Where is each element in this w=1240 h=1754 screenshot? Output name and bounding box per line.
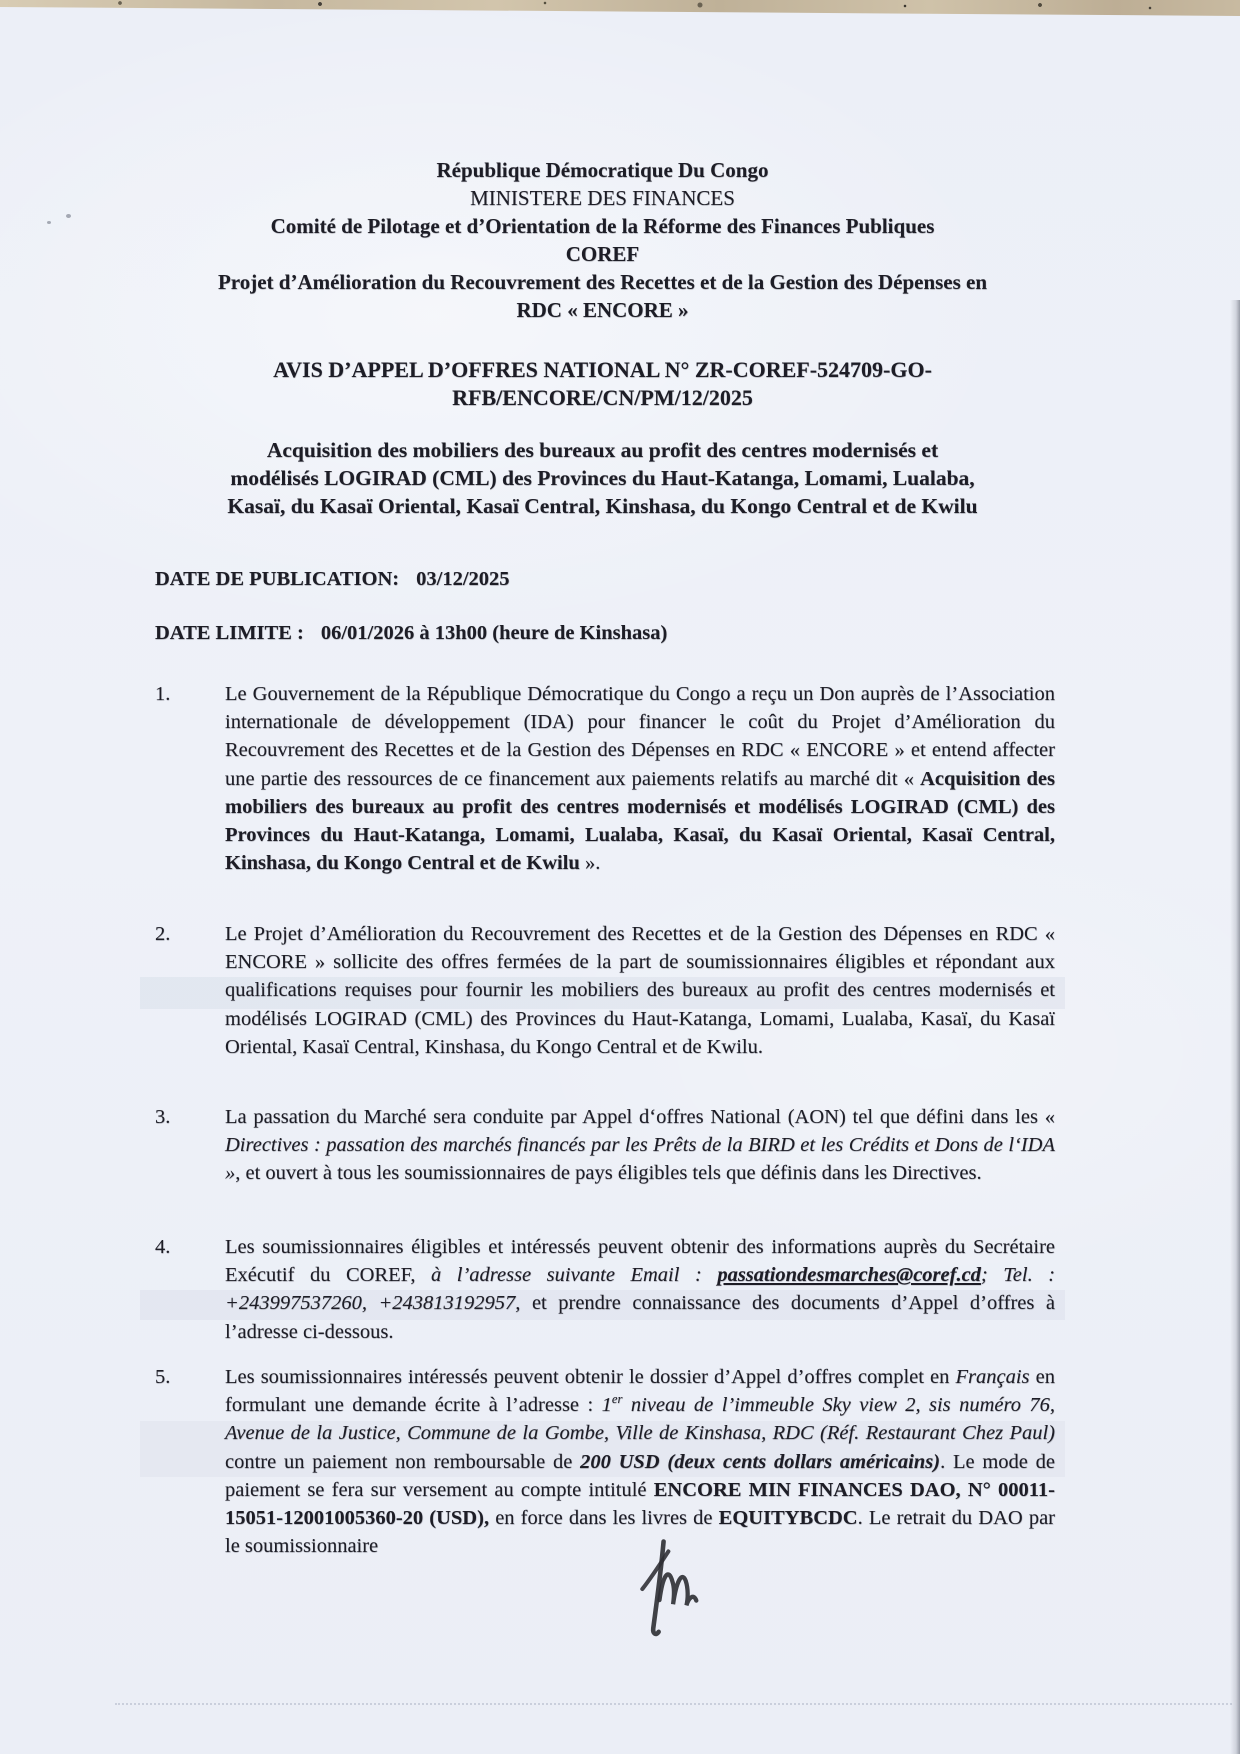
paragraph-number: 3.: [155, 1106, 171, 1128]
notice-title-line-2: RFB/ENCORE/CN/PM/12/2025: [452, 385, 753, 410]
numbered-paragraph: [150, 1233, 1055, 1346]
subject-title: [150, 436, 1055, 520]
paragraph-number: 5.: [155, 1366, 171, 1388]
scan-speck: [47, 221, 51, 224]
publication-date-value: 03/12/2025: [416, 568, 510, 590]
header-project-line-1: Projet d’Amélioration du Recouvrement des Recettes et de la Gestion des Dépenses en: [217, 270, 988, 294]
paragraph-number: 2.: [155, 923, 171, 945]
numbered-paragraph: [150, 1103, 1055, 1188]
handwritten-signature: [633, 1536, 712, 1643]
numbered-paragraph: [150, 1363, 1055, 1560]
subject-title-line-1: Acquisition des mobiliers des bureaux au profit des centres modernisés et: [266, 438, 939, 462]
scan-speck: [66, 214, 71, 218]
document-header: [150, 156, 1055, 324]
publication-date-label: DATE DE PUBLICATION:: [155, 568, 400, 590]
subject-title-line-2: modélisés LOGIRAD (CML) des Provinces du Haut-Katanga, Lomami, Lualaba,: [230, 466, 975, 490]
deadline-date-value: 06/01/2026 à 13h00 (heure de Kinshasa): [320, 622, 668, 644]
paper-right-edge-shadow: [1230, 300, 1240, 1754]
scan-dotted-line: [115, 1703, 1232, 1705]
paragraph-text: Les soumissionnaires intéressés peuvent obtenir le dossier d’Appel d’offres complet en Français en formulant une demande écrite à l’adresse : 1er niveau de l’immeuble Sky view 2, sis numéro 76, Avenue de la Justice, Commune de la Gombe, Ville de Kinshasa, RDC (Réf. Restaurant Chez Paul) contre un paiement non remboursable de 200 USD (deux cents dollars américains). Le mode de paiement se fera sur versement au compte intitulé ENCORE MIN FINANCES DAO, N° 00011-15051-12001005360-20 (USD), en force dans les livres de EQUITYBCDC. Le retrait du DAO par le soumissionnaire: [225, 1366, 1056, 1558]
paragraph-number: 4.: [155, 1236, 171, 1258]
subject-title-line-3: Kasaï, du Kasaï Oriental, Kasaï Central, Kinshasa, du Kongo Central et de Kwilu: [227, 494, 978, 518]
numbered-paragraph: [150, 920, 1055, 1061]
publication-date-line: [155, 568, 510, 591]
numbered-paragraph: [150, 680, 1055, 877]
notice-title: [150, 356, 1055, 412]
deadline-date-line: [155, 622, 667, 645]
header-country-line: République Démocratique Du Congo: [436, 158, 769, 182]
scanner-edge-strip: [0, 0, 1240, 17]
paragraph-text: La passation du Marché sera conduite par Appel d‘offres National (AON) tel que défini dans les « Directives : passation des marchés financés par les Prêts de la BIRD et les Crédits et Dons de l‘IDA », et ouvert à tous les soumissionnaires de pays éligibles tels que définis dans les Directives.: [225, 1106, 1055, 1185]
notice-title-line-1: AVIS D’APPEL D’OFFRES NATIONAL N° ZR-COREF-524709-GO-: [273, 357, 932, 382]
paragraph-number: 1.: [155, 683, 171, 705]
header-committee-line: Comité de Pilotage et d’Orientation de la Réforme des Finances Publiques: [270, 214, 935, 238]
paragraph-text: Le Projet d’Amélioration du Recouvrement des Recettes et de la Gestion des Dépenses en RDC « ENCORE » sollicite des offres fermées de la part de soumissionnaires éligibles et répondant aux qualifications requises pour fournir les mobiliers des bureaux au profit des centres modernisés et modélisés LOGIRAD (CML) des Provinces du Haut-Katanga, Lomami, Lualaba, Kasaï, du Kasaï Oriental, Kasaï Central, Kinshasa, du Kongo Central et de Kwilu.: [225, 923, 1055, 1058]
header-ministry-line: MINISTERE DES FINANCES: [470, 186, 735, 210]
header-project-line-2: RDC « ENCORE »: [516, 298, 689, 322]
paragraph-text: Les soumissionnaires éligibles et intéressés peuvent obtenir des informations auprès du Secrétaire Exécutif du COREF, à l’adresse suivante Email : passationdesmarches@coref.cd; Tel. : +243997537260, +243813192957, et prendre connaissance des documents d’Appel d’offres à l’adresse ci-dessous.: [225, 1236, 1056, 1343]
header-acronym-line: COREF: [565, 242, 640, 266]
deadline-date-label: DATE LIMITE :: [155, 622, 304, 644]
paragraph-text: Le Gouvernement de la République Démocratique du Congo a reçu un Don auprès de l’Association internationale de développement (IDA) pour financer le coût du Projet d’Amélioration du Recouvrement des Recettes et de la Gestion des Dépenses en RDC « ENCORE » et entend affecter une partie des ressources de ce financement aux paiements relatifs au marché dit « Acquisition des mobiliers des bureaux au profit des centres modernisés et modélisés LOGIRAD (CML) des Provinces du Haut-Katanga, Lomami, Lualaba, Kasaï, du Kasaï Oriental, Kasaï Central, Kinshasa, du Kongo Central et de Kwilu ».: [225, 683, 1056, 875]
